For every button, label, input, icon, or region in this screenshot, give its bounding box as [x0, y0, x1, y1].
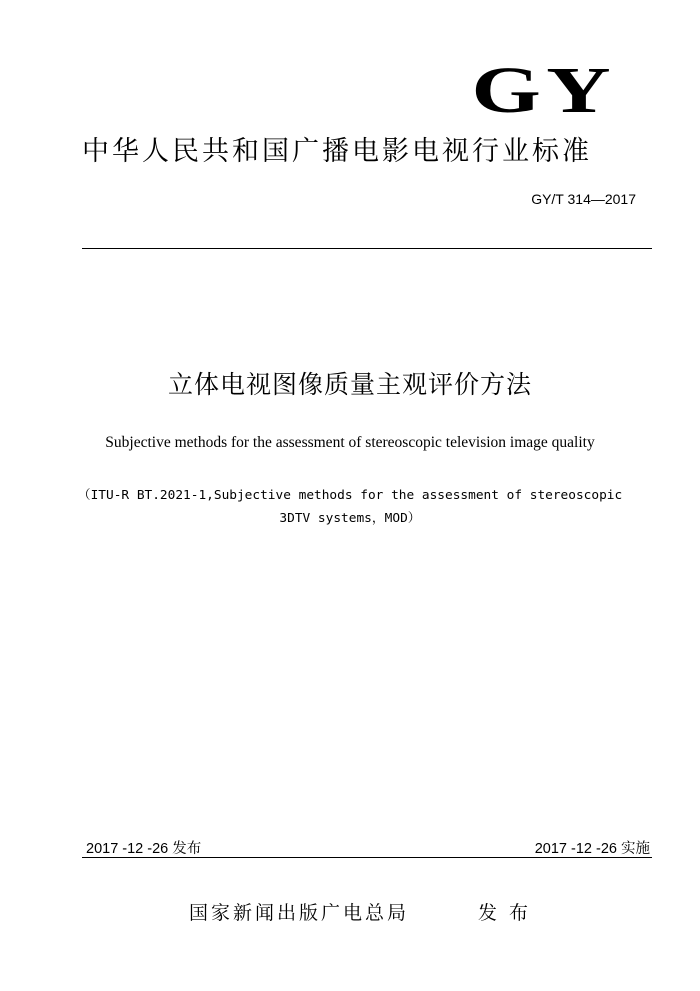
adoption-note-line-2: 3DTV systems，MOD）: [279, 511, 421, 526]
publish-label: 发布: [172, 841, 202, 857]
implement-date-block: [535, 840, 650, 858]
title-chinese: 立体电视图像质量主观评价方法: [167, 370, 532, 399]
implement-date: 2017 -12 -26: [534, 841, 621, 857]
issuing-authority: 国家新闻出版广电总局: [189, 902, 410, 924]
gy-logo: GY: [471, 54, 616, 127]
adoption-note-line-1: （ITU-R BT.2021-1,Subjective methods for the assessment of stereoscopic: [77, 488, 623, 503]
dates-divider: [82, 857, 652, 858]
industry-standard-name: 中华人民共和国广播电影电视行业标准: [82, 136, 592, 167]
title-english: Subjective methods for the assessment of stereoscopic television image quality: [105, 434, 595, 451]
publish-date: 2017 -12 -26: [86, 841, 173, 857]
adoption-note: [50, 484, 650, 530]
header-divider: [82, 248, 652, 249]
implement-label: 实施: [621, 841, 650, 857]
publish-date-block: [86, 840, 201, 858]
standard-code: GY/T 314—2017: [531, 191, 636, 207]
issue-word: 发布: [478, 902, 541, 924]
